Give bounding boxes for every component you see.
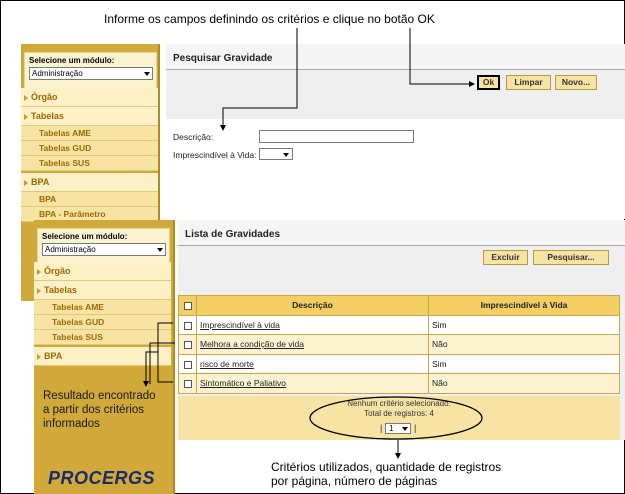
row-descricao-link[interactable]: Imprescindível à vida bbox=[200, 319, 280, 330]
sidebar-item-label: Órgão bbox=[44, 266, 71, 276]
pager-left-bar: | bbox=[380, 423, 383, 433]
sidebar-subitem-bpa-parametro[interactable]: BPA - Parâmetro bbox=[21, 207, 158, 222]
row-descricao-link[interactable]: Sintomático e Paliativo bbox=[200, 378, 286, 389]
pointer-to-ok bbox=[410, 28, 474, 84]
row-imprescindivel-cell: Sim bbox=[429, 354, 620, 374]
clear-button[interactable]: Limpar bbox=[506, 75, 551, 90]
row-imprescindivel-cell: Sim bbox=[429, 315, 620, 335]
header-descricao[interactable]: Descrição bbox=[197, 296, 429, 316]
pager-right-bar: | bbox=[414, 423, 417, 433]
module-select-value: Administração bbox=[45, 245, 96, 254]
sidebar-subitem-tabelas-ame[interactable]: Tabelas AME bbox=[34, 300, 171, 315]
criteria-text: Nenhum critério selecionado. bbox=[347, 399, 451, 408]
row-imprescindivel-cell: Não bbox=[429, 374, 620, 394]
descricao-label: Descrição: bbox=[173, 132, 214, 142]
sidebar-item-label: Tabelas bbox=[31, 111, 64, 121]
module-label: Selecione um módulo: bbox=[29, 56, 115, 65]
ok-button[interactable]: Ok bbox=[477, 75, 500, 90]
module-label: Selecione um módulo: bbox=[42, 232, 128, 241]
sidebar-item-label: Tabelas bbox=[44, 285, 77, 295]
row-imprescindivel-cell: Não bbox=[429, 335, 620, 355]
header-imprescindivel[interactable]: Imprescindível à Vida bbox=[429, 296, 620, 316]
row-descricao-link[interactable]: Melhora a condição de vida bbox=[200, 339, 304, 350]
pointer-line-rows bbox=[150, 343, 175, 384]
page-title: Pesquisar Gravidade bbox=[173, 53, 273, 64]
procergs-logo: PROCERGS bbox=[48, 468, 156, 488]
module-select-value: Administração bbox=[32, 69, 83, 78]
results-bracket bbox=[158, 323, 173, 382]
sidebar-item-label: BPA bbox=[31, 177, 50, 187]
sidebar-subitem-tabelas-ame[interactable]: Tabelas AME bbox=[21, 126, 158, 141]
sidebar-item-label: Órgão bbox=[31, 92, 58, 102]
annotation-bottom: Critérios utilizados, quantidade de registros por página, número de páginas bbox=[271, 460, 502, 488]
sidebar-subitem-tabelas-sus[interactable]: Tabelas SUS bbox=[34, 330, 171, 345]
total-records-text: Total de registros: 4 bbox=[364, 409, 434, 418]
new-button[interactable]: Novo... bbox=[555, 75, 597, 90]
annotation-left: Resultado encontrado a partir dos critérios informados bbox=[43, 390, 156, 430]
delete-button[interactable]: Excluir bbox=[483, 250, 528, 265]
pointer-to-result-note bbox=[146, 352, 158, 386]
results-title: Lista de Gravidades bbox=[185, 229, 281, 240]
sidebar-subitem-tabelas-gud[interactable]: Tabelas GUD bbox=[21, 141, 158, 156]
search-button[interactable]: Pesquisar... bbox=[533, 250, 609, 265]
imprescindivel-label: Imprescindível à Vida: bbox=[173, 150, 257, 160]
footer-highlight-ellipse bbox=[310, 397, 482, 439]
pointer-to-descricao bbox=[223, 28, 297, 130]
sidebar-subitem-tabelas-gud[interactable]: Tabelas GUD bbox=[34, 315, 171, 330]
annotation-top: Informe os campos definindo os critérios e clique no botão OK bbox=[104, 12, 435, 26]
sidebar-subitem-bpa[interactable]: BPA bbox=[21, 192, 158, 207]
sidebar-subitem-tabelas-sus[interactable]: Tabelas SUS bbox=[21, 156, 158, 171]
sidebar-item-label: BPA bbox=[44, 351, 63, 361]
page-select-value: 1 bbox=[389, 424, 394, 433]
row-descricao-link[interactable]: risco de morte bbox=[200, 358, 254, 369]
